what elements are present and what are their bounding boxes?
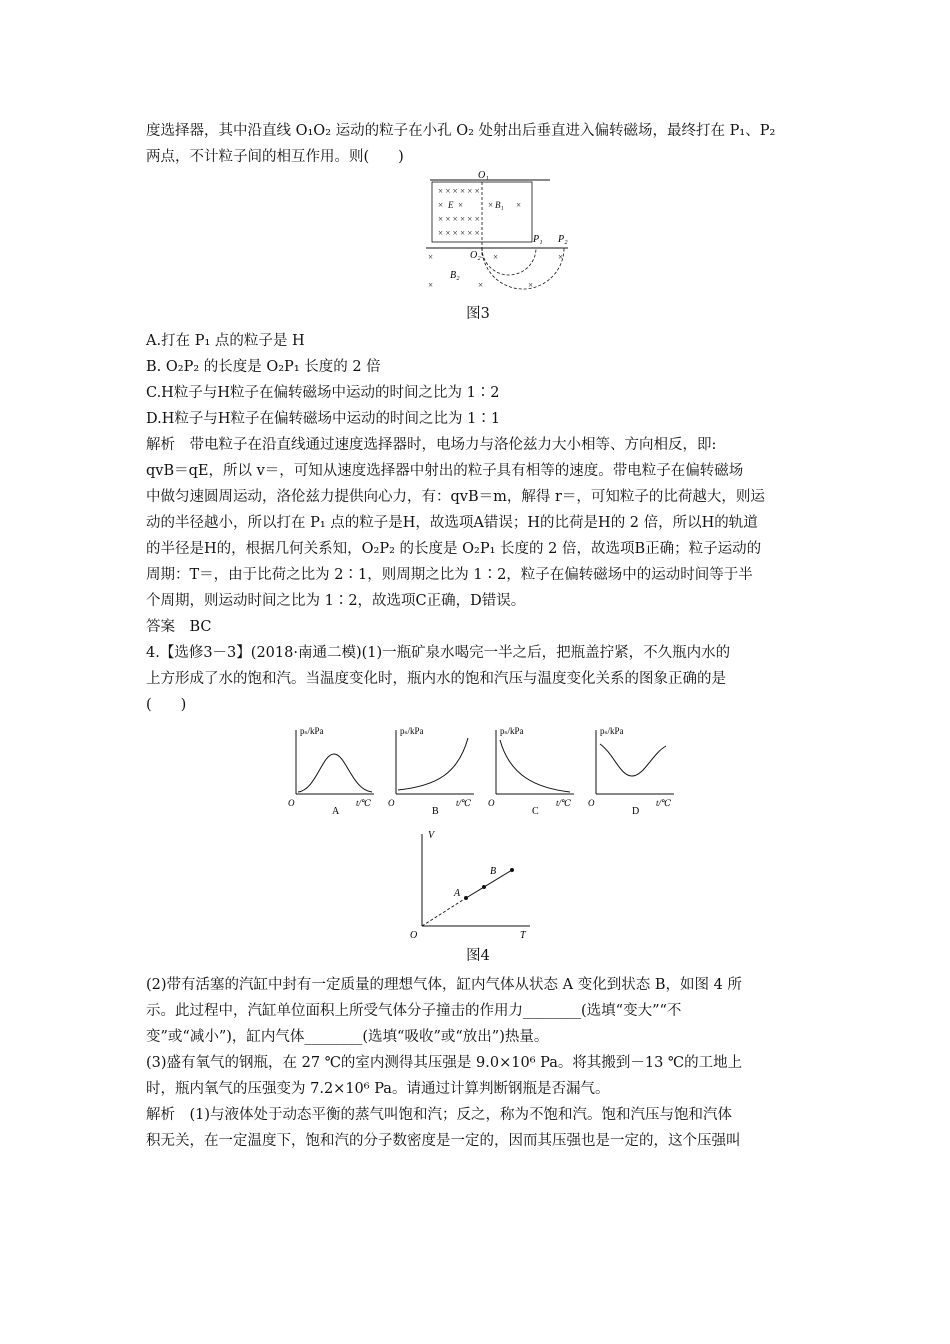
graph-b-ylabel: pₛ/kPa [400,726,424,736]
q3-analysis-line: 周期：T＝，由于比荷之比为 2∶1，则周期之比为 1∶2，粒子在偏转磁场中的运动时间等于半 [146,567,753,583]
q4-intro-line: ( ) [146,697,187,713]
figure-3-caption: 图3 [466,306,490,322]
selector-crosses [438,186,521,238]
graph-b-letter: B [432,806,439,816]
graph-b [388,726,474,816]
q3-analysis-line: 解析 带电粒子在沿直线通过速度选择器时，电场力与洛伦兹力大小相等、方向相反，即: [146,437,717,453]
q4-part2-line: 变”或“减小”)，缸内气体________(选填“吸收”或“放出”)热量。 [146,1029,549,1045]
graph-c-ylabel: pₛ/kPa [500,726,524,736]
graph-c-letter: C [532,806,539,816]
q4-part2-line: (2)带有活塞的汽缸中封有一定质量的理想气体，缸内气体从状态 A 变化到状态 B，如图 4 所 [146,977,742,993]
svg-text:×: × [428,280,434,290]
svg-text:×: × [516,200,522,210]
graph-d-xlabel: t/℃ [656,798,672,808]
q4-part3-line: (3)盛有氧气的钢瓶，在 27 ℃的室内测得其压强是 9.0×10⁶ Pa。将其搬到－13 ℃的工地上 [146,1055,743,1071]
svg-text:×: × [528,280,534,290]
q4-part3-line: 时，瓶内氧气的压强变为 7.2×10⁶ Pa。请通过计算判断钢瓶是否漏气。 [146,1081,610,1097]
vt-xlabel: T [520,930,526,941]
graph-d-ylabel: pₛ/kPa [600,726,624,736]
svg-text:× × × × × ×: × × × × × × [438,186,480,196]
q4-option-graphs [286,724,686,816]
q3-option-b: B. O₂P₂ 的长度是 O₂P₁ 长度的 2 倍 [146,359,381,375]
figure-4-vt-graph [402,826,542,942]
q3-answer: 答案 BC [146,619,212,635]
q3-option-d: D.H粒子与H粒子在偏转磁场中运动的时间之比为 1∶1 [146,411,501,427]
page-content [146,118,810,1154]
q4-intro-line: 上方形成了水的饱和汽。当温度变化时，瓶内水的饱和汽压与温度变化关系的图象正确的是 [146,671,726,687]
svg-text:×: × [478,280,484,290]
figure-3-velocity-selector [408,170,588,300]
label-E: E [448,200,454,210]
graph-d-origin: O [588,798,595,808]
graph-a [288,726,374,816]
graph-b-xlabel: t/℃ [456,798,472,808]
label-P1: P₁ [533,234,543,245]
vt-point-b [510,868,514,872]
vt-point-mid [482,885,486,889]
vt-ylabel: V [428,830,435,841]
svg-text:×: × [493,252,499,262]
graph-d-letter: D [632,806,640,816]
graph-a-xlabel: t/℃ [356,798,372,808]
q3-analysis-line: 中做匀速圆周运动，洛伦兹力提供向心力，有：qvB＝m，解得 r＝，可知粒子的比荷越大，则运 [146,489,765,505]
label-P2: P₂ [558,234,568,245]
svg-text:×: × [458,200,464,210]
graph-c-origin: O [488,798,495,808]
figure-4-caption: 图4 [466,948,490,964]
vt-label-b: B [490,866,497,877]
q4-analysis-line: 积无关，在一定温度下，饱和汽的分子数密度是一定的，因而其压强也是一定的，这个压强叫 [146,1133,741,1149]
label-B1: B₁ [495,200,504,210]
q4-analysis-line: 解析 (1)与液体处于动态平衡的蒸气叫饱和汽；反之，称为不饱和汽。饱和汽压与饱和汽体 [146,1107,733,1123]
vt-label-a: A [454,888,461,899]
svg-text:×: × [438,200,444,210]
graph-c [488,726,574,816]
q3-option-c: C.H粒子与H粒子在偏转磁场中运动的时间之比为 1∶2 [146,385,500,401]
graph-a-letter: A [332,806,340,816]
graph-a-origin: O [288,798,295,808]
q4-part2-line: 示。此过程中，汽缸单位面积上所受气体分子撞击的作用力________(选填“变大”“不 [146,1003,682,1019]
svg-text:× × × × × ×: × × × × × × [438,214,480,224]
label-B2: B₂ [450,270,460,281]
q3-analysis-line: 动的半径越小，所以打在 P₁ 点的粒子是H，故选项A错误；H的比荷是H的 2 倍，所以H的轨道 [146,515,758,531]
q3-analysis-line: 的半径是H的，根据几何关系知，O₂P₂ 的长度是 O₂P₁ 长度的 2 倍，故选项B正确；粒子运动的 [146,541,762,557]
vt-origin: O [410,930,418,941]
graph-c-xlabel: t/℃ [556,798,572,808]
svg-text:× × × × × ×: × × × × × × [438,228,480,238]
q3-analysis-line: qvB＝qE，所以 v＝，可知从速度选择器中射出的粒子具有相等的速度。带电粒子在偏转磁场 [146,463,744,479]
q3-analysis-line: 个周期，则运动时间之比为 1∶2，故选项C正确，D错误。 [146,593,526,609]
q3-intro-line-2: 两点，不计粒子间的相互作用。则( ) [146,149,404,165]
deflection-crosses [428,252,563,290]
graph-d [588,726,674,816]
label-O1: O₁ [478,170,489,181]
q4-intro-line: 4.【选修3－3】(2018·南通二模)(1)一瓶矿泉水喝完一半之后，把瓶盖拧紧，不久瓶内水的 [146,645,731,661]
svg-text:×: × [488,200,494,210]
graph-b-origin: O [388,798,395,808]
vt-point-a [464,896,468,900]
label-O2: O₂ [470,250,481,261]
graph-a-ylabel: pₛ/kPa [300,726,324,736]
q3-option-a: A.打在 P₁ 点的粒子是 H [146,333,305,349]
svg-text:×: × [558,252,564,262]
q3-intro-line-1: 度选择器，其中沿直线 O₁O₂ 运动的粒子在小孔 O₂ 处射出后垂直进入偏转磁场，最终打在 P₁、P₂ [146,123,776,139]
svg-text:×: × [428,252,434,262]
